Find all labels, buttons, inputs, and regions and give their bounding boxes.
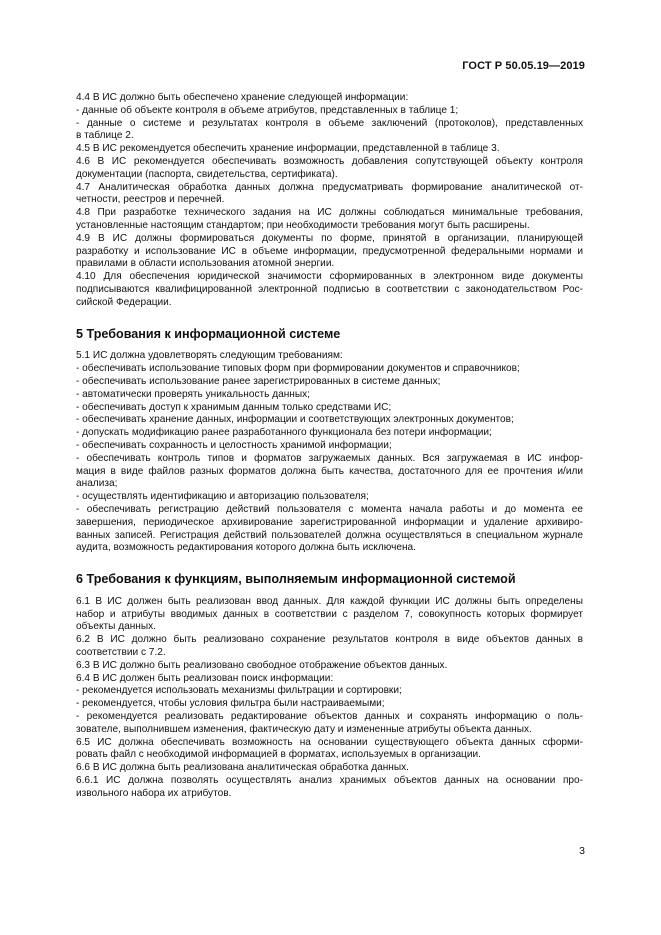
page-content — [76, 92, 583, 801]
text-line: установленные настоящим стандартом; при необходимости требования могут быть расширены. — [76, 219, 530, 231]
text-line: ровать файл с необходимой информацией в форматах, используемых в организации. — [76, 749, 481, 761]
text-line: 5.1 ИС должна удовлетворять следующим требованиям: — [76, 350, 343, 362]
text-line: - осуществлять идентификацию и авторизацию пользователя; — [76, 491, 369, 503]
text-line: 4.4 В ИС должно быть обеспечено хранение следующей информации: — [76, 92, 409, 103]
text-line: - обеспечивать контроль типов и форматов загружаемых данных. Вся загружаемая в ИС инфор- — [76, 452, 583, 464]
text-line: - автоматически проверять уникальность данных; — [76, 388, 310, 400]
text-line: зователе, выполнившем изменения, фактическую дату и измененные атрибуты объекта данных. — [76, 723, 532, 735]
page-number: 3 — [579, 845, 585, 857]
text-line: 4.8 При разработке технического задания на ИС должны соблюдаться минимальные требования, — [76, 207, 583, 219]
section-5-body — [76, 350, 583, 555]
text-line: документации (паспорта, свидетельства, сертификата). — [76, 168, 338, 180]
text-line: 6.5 ИС должна обеспечивать возможность на основании существующего объекта данных сформи- — [76, 736, 583, 748]
section-5-heading: 5 Требования к информационной системе — [76, 326, 341, 341]
text-line: 4.10 Для обеспечения юридической значимости сформированных в электронном виде документы — [76, 271, 583, 283]
text-line: 6.6 В ИС должна быть реализована аналитическая обработка данных. — [76, 762, 409, 774]
text-line: извольного набора их атрибутов. — [76, 787, 232, 799]
text-line: - данные об объекте контроля в объеме атрибутов, представленных в таблице 1; — [76, 104, 459, 116]
text-line: - обеспечивать использование типовых форм при формировании документов и справочников; — [76, 363, 520, 375]
section-4-body — [76, 92, 583, 310]
text-line: четности, реестров и перечней. — [76, 194, 225, 206]
section-6-heading: 6 Требования к функциям, выполняемым информационной системой — [76, 572, 516, 587]
text-line: - допускать модификацию ранее разработанного функционала без потери информации; — [76, 427, 492, 439]
text-line: - рекомендуется реализовать редактирование объектов данных и сохранять информацию о поль- — [76, 711, 583, 723]
text-line: аудита, возможность редактирования которого должна быть исключена. — [76, 542, 416, 554]
text-line: - обеспечивать регистрацию действий пользователя с момента начала работы и до момента ее — [76, 503, 583, 515]
text-line: - данные о системе и результатах контроля в объеме заключений (протоколов), представленных — [76, 117, 583, 129]
text-line: - рекомендуется, чтобы условия фильтра были настраиваемыми; — [76, 698, 385, 710]
text-line: объекты данных. — [76, 621, 156, 633]
text-line: 4.7 Аналитическая обработка данных должна предусматривать формирование аналитической от- — [76, 181, 583, 193]
standard-code: ГОСТ Р 50.05.19—2019 — [462, 60, 585, 72]
text-line: - рекомендуется использовать механизмы фильтрации и сортировки; — [76, 685, 402, 697]
text-line: 4.5 В ИС рекомендуется обеспечить хранение информации, представленной в таблице 3. — [76, 143, 500, 155]
text-line: правилами в области использования атомной энергии. — [76, 258, 335, 270]
text-line: - обеспечивать хранение данных, информации и соответствующих электронных документов; — [76, 414, 514, 426]
text-line: разработку и использование ИС в объеме информации, предусмотренной федеральными нормами и — [76, 245, 583, 257]
text-line: 6.1 В ИС должен быть реализован ввод данных. Для каждой функции ИС должны быть определены — [76, 595, 583, 607]
text-line: в таблице 2. — [76, 130, 134, 142]
text-line: 6.3 В ИС должно быть реализовано свободное отображение объектов данных. — [76, 659, 448, 671]
section-6-body — [76, 596, 583, 801]
text-line: 4.9 В ИС должны формироваться документы по форме, принятой в организации, планирующей — [76, 232, 583, 244]
text-line: набор и атрибуты вводимых данных в соответствии с разделом 7, совокупность которых формирует — [76, 608, 583, 620]
text-line: подписываются квалифицированной электронной подписью в соответствии с законодательством Рос- — [76, 283, 583, 295]
text-line: - обеспечивать сохранность и целостность хранимой информации; — [76, 439, 392, 451]
text-line: сийской Федерации. — [76, 296, 172, 308]
text-line: анализа; — [76, 478, 118, 490]
text-line: 6.4 В ИС должен быть реализован поиск информации: — [76, 672, 334, 684]
text-line: 6.2 В ИС должно быть реализовано сохранение результатов контроля в виде объектов данных в — [76, 634, 583, 646]
text-line: 6.6.1 ИС должна позволять осуществлять анализ хранимых объектов данных на основании про- — [76, 775, 583, 787]
text-line: мация в виде файлов разных форматов должна быть качества, достаточного для ее прочтения и/или — [76, 465, 583, 477]
text-line: ванных записей. Регистрация действий пользователей должна осуществляться в специальном журнале — [76, 529, 583, 541]
text-line: 4.6 В ИС рекомендуется обеспечивать возможность добавления сопутствующей объекту контроля — [76, 155, 583, 167]
text-line: завершения, периодическое архивирование зарегистрированной информации и удаление архивиро- — [76, 516, 583, 528]
text-line: - обеспечивать использование ранее зарегистрированных в системе данных; — [76, 375, 441, 387]
text-line: - обеспечивать доступ к хранимым данным только средствами ИС; — [76, 401, 392, 413]
text-line: соответствии с 7.2. — [76, 647, 166, 659]
